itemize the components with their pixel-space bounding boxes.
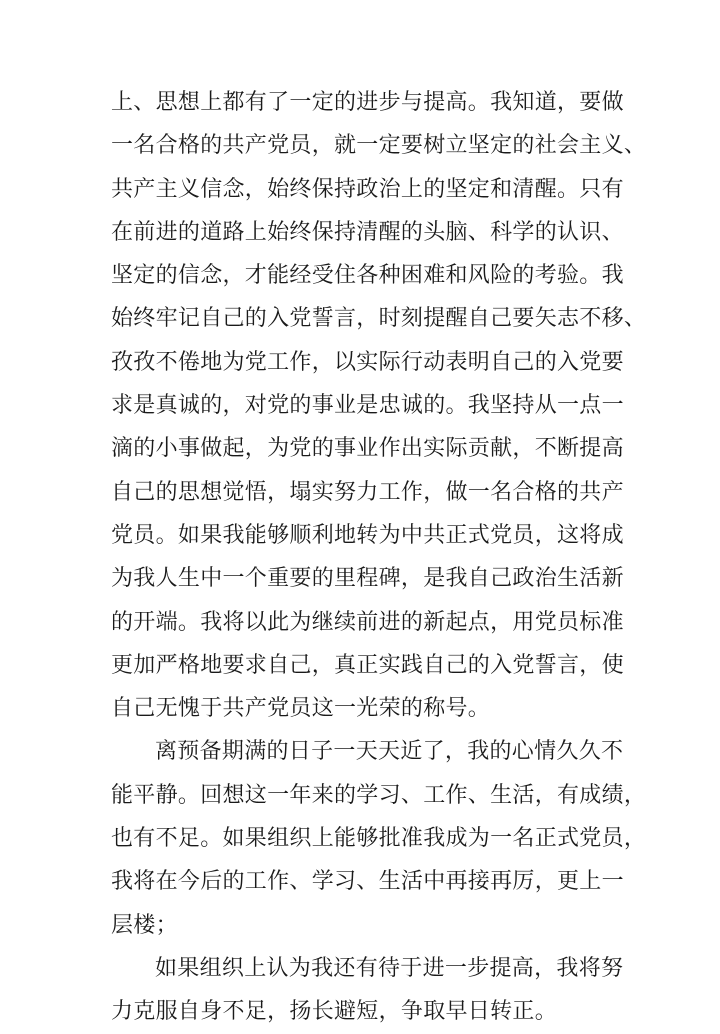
text-line: 离预备期满的日子一天天近了，我的心情久久不 bbox=[155, 739, 624, 765]
document-body bbox=[111, 81, 647, 1034]
text-line: 滴的小事做起，为党的事业作出实际贡献，不断提高 bbox=[111, 436, 624, 462]
text-line: 层楼； bbox=[111, 912, 178, 938]
text-line: 共产主义信念，始终保持政治上的坚定和清醒。只有 bbox=[111, 176, 624, 202]
text-line: 我将在今后的工作、学习、生活中再接再厉，更上一 bbox=[111, 869, 624, 895]
text-line: 更加严格地要求自己，真正实践自己的入党誓言，使 bbox=[111, 652, 624, 678]
text-line: 上、思想上都有了一定的进步与提高。我知道，要做 bbox=[111, 90, 624, 115]
text-line: 在前进的道路上始终保持清醒的头脑、科学的认识、 bbox=[111, 219, 624, 245]
text-line: 一名合格的共产党员，就一定要树立坚定的社会主义、 bbox=[111, 133, 647, 159]
text-line: 力克服自身不足，扬长避短，争取早日转正。 bbox=[111, 999, 558, 1025]
text-line: 求是真诚的，对党的事业是忠诚的。我坚持从一点一 bbox=[111, 393, 624, 419]
text-line: 坚定的信念，才能经受住各种困难和风险的考验。我 bbox=[111, 263, 624, 289]
text-line: 为我人生中一个重要的里程碑，是我自己政治生活新 bbox=[111, 566, 624, 592]
text-line: 孜孜不倦地为党工作，以实际行动表明自己的入党要 bbox=[111, 349, 624, 375]
text-line: 也有不足。如果组织上能够批准我成为一名正式党员， bbox=[111, 826, 647, 852]
text-line: 的开端。我将以此为继续前进的新起点，用党员标准 bbox=[111, 609, 624, 635]
text-line: 党员。如果我能够顺利地转为中共正式党员，这将成 bbox=[111, 522, 624, 548]
text-line: 自己的思想觉悟，塌实努力工作，做一名合格的共产 bbox=[111, 479, 624, 505]
text-line: 如果组织上认为我还有待于进一步提高，我将努 bbox=[155, 955, 624, 981]
text-line: 能平静。回想这一年来的学习、工作、生活，有成绩， bbox=[111, 782, 647, 808]
text-line: 始终牢记自己的入党誓言，时刻提醒自己要矢志不移、 bbox=[111, 306, 647, 332]
text-line: 自己无愧于共产党员这一光荣的称号。 bbox=[111, 696, 491, 722]
